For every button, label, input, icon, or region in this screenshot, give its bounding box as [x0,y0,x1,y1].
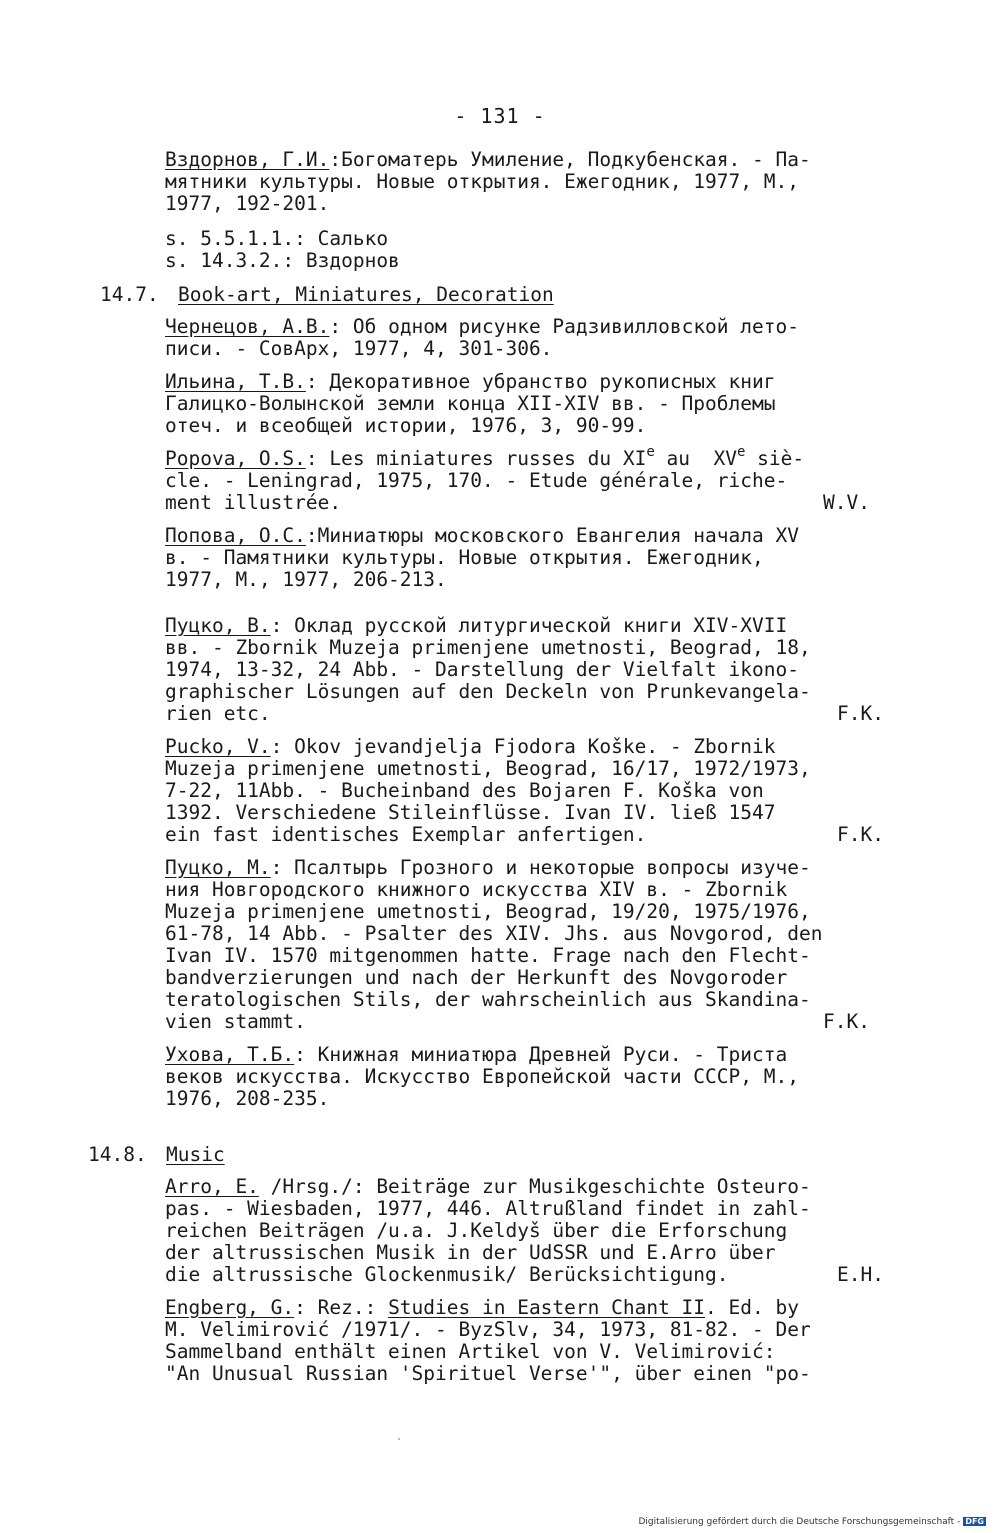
entry-author: Чернецов, А.В. [165,315,330,338]
entry-author: Arro, E. [165,1175,259,1198]
reviewer-initials: W.V. [823,491,870,514]
entry-author: Ильина, Т.В. [165,370,306,393]
section-title: Music [166,1143,225,1166]
reviewer-initials: F.K. [823,1010,870,1033]
entry-author: Пуцко, В. [165,614,271,637]
entry-author: Ухова, Т.Б. [165,1043,295,1066]
entry-author: Popova, O.S. [165,447,306,470]
reviewer-initials: F.K. [837,702,884,725]
entry-author: Engberg, G. [165,1296,295,1319]
dfg-logo: DFG [965,1517,984,1526]
reviewer-initials: F.K. [837,823,884,846]
work-title: Studies in Eastern Chant II [388,1296,706,1319]
digitization-footer: Digitalisierung gefördert durch die Deutsche Forschungsgemeinschaft - DFG [638,1517,984,1527]
section-number: 14.8. [88,1143,147,1166]
entry-author: Пуцко, М. [165,856,271,879]
reviewer-initials: E.H. [837,1263,884,1286]
entry-author: Вздорнов, Г.И. [165,148,330,171]
page-number: - 131 - [454,104,546,128]
section-title: Book-art, Miniatures, Decoration [178,283,554,306]
entry-author: Попова, О.С. [165,524,306,547]
scan-speck [398,1438,400,1440]
section-number: 14.7. [100,283,159,306]
entry-author: Pucko, V. [165,735,271,758]
